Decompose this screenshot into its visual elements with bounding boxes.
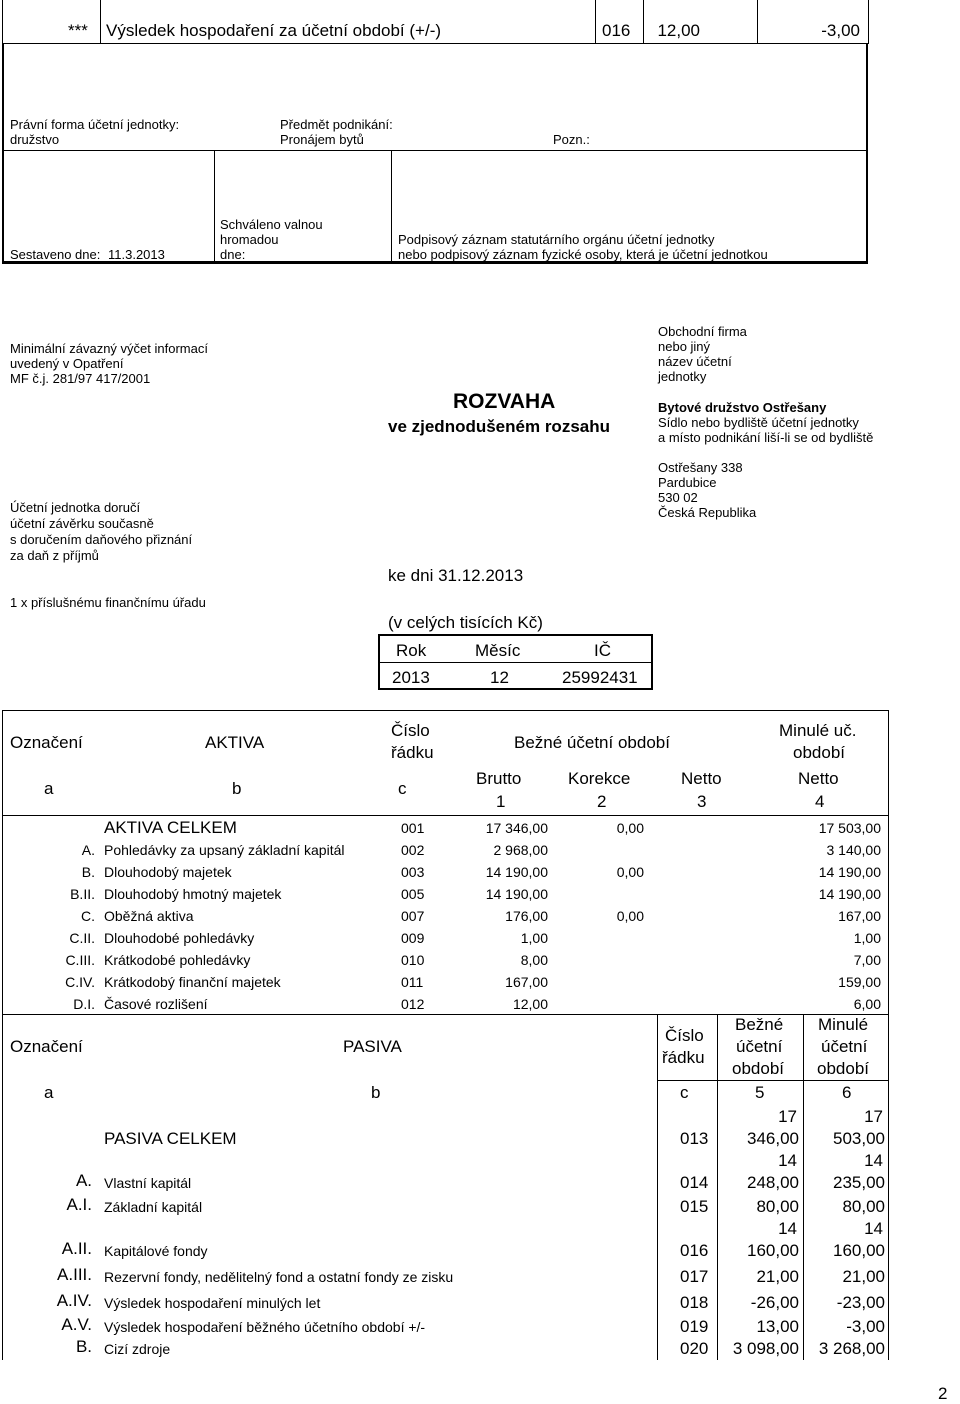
asset-name: Dlouhodobé pohledávky <box>104 930 255 946</box>
approved-line3: dne: <box>220 247 246 262</box>
delivery-line: Účetní jednotka doručí <box>10 500 141 515</box>
liab-current: 21,00 <box>756 1267 799 1286</box>
result-row-number: 016 <box>602 21 631 40</box>
note-label: Pozn.: <box>553 132 590 147</box>
liab-current: 248,00 <box>747 1173 799 1192</box>
asset-name: Časové rozlišení <box>104 996 208 1012</box>
asset-code: C.II. <box>69 930 95 946</box>
liab-name: Rezervní fondy, nedělitelný fond a ostatní fondy ze zisku <box>104 1269 454 1285</box>
divider <box>868 0 869 44</box>
assets-sub-c: c <box>398 779 407 798</box>
asset-row-number: 011 <box>401 974 424 990</box>
liab-row-number: 018 <box>680 1293 709 1312</box>
liab-row-number: 014 <box>680 1173 709 1192</box>
asset-brutto: 14 190,00 <box>485 886 548 902</box>
asset-row-number: 012 <box>401 996 425 1012</box>
asset-brutto: 14 190,00 <box>485 864 548 880</box>
liab-code: A. <box>75 1171 92 1190</box>
liab-row-number: 019 <box>680 1317 709 1336</box>
liab-code: A.III. <box>57 1265 92 1284</box>
company-label-line: Obchodní firma <box>658 324 747 339</box>
asset-previous: 17 503,00 <box>818 820 881 836</box>
asset-korekce: 0,00 <box>616 820 644 836</box>
assets-netto-prev-n: 4 <box>815 792 825 811</box>
delivery-line: za daň z příjmů <box>10 548 99 563</box>
asset-previous: 14 190,00 <box>818 864 881 880</box>
legal-form-value: družstvo <box>10 132 60 147</box>
asset-korekce: 0,00 <box>616 864 644 880</box>
asset-name: Krátkodobý finanční majetek <box>104 974 281 990</box>
company-name: Bytové družstvo Ostřešany <box>658 400 827 415</box>
seat-label-line: a místo podnikání liší-li se od bydliště <box>658 430 874 445</box>
asset-code: C.IV. <box>65 974 95 990</box>
liab-name: PASIVA CELKEM <box>104 1129 237 1148</box>
subject-value: Pronájem bytů <box>280 132 364 147</box>
id-header-year: Rok <box>396 641 427 660</box>
liab-sub-5: 5 <box>755 1083 765 1102</box>
liab-col-current-3: období <box>732 1059 784 1078</box>
liab-previous: 503,00 <box>833 1129 885 1148</box>
liab-previous-top: 14 <box>864 1219 883 1238</box>
liab-sub-a: a <box>44 1083 54 1102</box>
divider <box>888 1014 889 1360</box>
assets-netto: Netto <box>681 769 722 788</box>
assets-netto-n: 3 <box>697 792 707 811</box>
liab-current-top: 14 <box>778 1151 797 1170</box>
balance-date: ke dni 31.12.2013 <box>388 566 524 585</box>
asset-previous: 3 140,00 <box>826 842 881 858</box>
liab-previous: -3,00 <box>846 1317 885 1336</box>
divider <box>378 662 653 663</box>
asset-previous: 14 190,00 <box>818 886 881 902</box>
asset-row-number: 001 <box>401 820 425 836</box>
liab-name: Cizí zdroje <box>104 1341 171 1357</box>
liab-code: A.I. <box>66 1195 92 1214</box>
info-box <box>2 44 868 264</box>
address-line: Česká Republika <box>658 505 757 520</box>
asset-brutto: 12,00 <box>512 996 548 1012</box>
liab-code: A.IV. <box>56 1291 92 1310</box>
asset-row-number: 003 <box>401 864 425 880</box>
liab-previous: 21,00 <box>842 1267 885 1286</box>
asset-brutto: 1,00 <box>520 930 548 946</box>
assets-korekce: Korekce <box>568 769 631 788</box>
liab-col-previous-3: období <box>817 1059 869 1078</box>
asset-previous: 6,00 <box>853 996 881 1012</box>
result-stars: *** <box>68 21 88 40</box>
assets-sub-b: b <box>232 779 242 798</box>
id-value-year: 2013 <box>392 668 430 687</box>
asset-row-number: 005 <box>401 886 425 902</box>
asset-name: Dlouhodobý majetek <box>104 864 232 880</box>
signature-line2: nebo podpisový záznam fyzické osoby, která je účetní jednotkou <box>398 247 768 262</box>
asset-brutto: 176,00 <box>505 908 548 924</box>
assets-col-current: Bežné účetní období <box>514 733 670 752</box>
liab-previous: 160,00 <box>833 1241 885 1260</box>
liab-current: 3 098,00 <box>732 1339 799 1358</box>
liab-code: A.V. <box>61 1315 92 1334</box>
asset-name: Krátkodobé pohledávky <box>104 952 251 968</box>
min-scope-line: MF č.j. 281/97 417/2001 <box>10 371 151 386</box>
assets-col-row-2: řádku <box>391 743 434 762</box>
asset-code: C. <box>81 908 95 924</box>
assets-brutto: Brutto <box>476 769 522 788</box>
liab-sub-6: 6 <box>842 1083 852 1102</box>
delivery-line: s doručením daňového přiznání <box>10 532 193 547</box>
company-label-line: nebo jiný <box>658 339 711 354</box>
delivery-line: účetní závěrku současně <box>10 516 154 531</box>
page-title: ROZVAHA <box>453 390 556 413</box>
liab-current: 13,00 <box>756 1317 799 1336</box>
legal-form-label: Právní forma účetní jednotky: <box>10 117 180 132</box>
asset-row-number: 010 <box>401 952 425 968</box>
liab-code: A.II. <box>61 1239 92 1258</box>
subject-label: Předmět podnikání: <box>280 117 393 132</box>
units-note: (v celých tisících Kč) <box>388 613 543 632</box>
page-number: 2 <box>938 1384 948 1403</box>
asset-brutto: 167,00 <box>505 974 548 990</box>
seat-label-line: Sídlo nebo bydliště účetní jednotky <box>658 415 859 430</box>
asset-brutto: 17 346,00 <box>485 820 548 836</box>
asset-korekce: 0,00 <box>616 908 644 924</box>
divider <box>2 710 888 711</box>
liab-current-top: 17 <box>778 1107 797 1126</box>
asset-row-number: 009 <box>401 930 425 946</box>
asset-name: Dlouhodobý hmotný majetek <box>104 886 282 902</box>
min-scope-line: Minimální závazný výčet informací <box>10 341 208 356</box>
address-line: Pardubice <box>658 475 717 490</box>
id-header-month: Měsíc <box>475 641 521 660</box>
assets-sub-a: a <box>44 779 54 798</box>
approved-line1: Schváleno valnou <box>220 217 323 232</box>
assets-col-previous-2: období <box>793 743 845 762</box>
divider <box>391 150 392 263</box>
asset-code: A. <box>81 842 95 858</box>
liab-name: Výsledek hospodaření minulých let <box>104 1295 321 1311</box>
result-label: Výsledek hospodaření za účetní období (+/-) <box>106 21 442 40</box>
assets-korekce-n: 2 <box>597 792 607 811</box>
asset-name: Oběžná aktiva <box>104 908 194 924</box>
divider <box>100 0 101 44</box>
asset-code: C.III. <box>65 952 95 968</box>
assets-brutto-n: 1 <box>496 792 506 811</box>
id-value-ic: 25992431 <box>562 668 638 687</box>
liab-current: 346,00 <box>747 1129 799 1148</box>
asset-previous: 7,00 <box>853 952 881 968</box>
liab-row-number: 016 <box>680 1241 709 1260</box>
asset-brutto: 8,00 <box>520 952 548 968</box>
assets-col-previous-1: Minulé uč. <box>779 721 857 740</box>
min-scope-line: uvedený v Opatření <box>10 356 124 371</box>
asset-row-number: 007 <box>401 908 425 924</box>
asset-code: B.II. <box>70 886 95 902</box>
liab-name: Vlastní kapitál <box>104 1175 192 1191</box>
liab-previous: 235,00 <box>833 1173 885 1192</box>
asset-previous: 159,00 <box>838 974 881 990</box>
divider <box>888 710 889 1014</box>
liab-col-previous-1: Minulé <box>818 1015 869 1034</box>
liab-row-number: 013 <box>680 1129 709 1148</box>
asset-name: Pohledávky za upsaný základní kapitál <box>104 842 345 858</box>
result-current: 12,00 <box>657 21 700 40</box>
liab-sub-c: c <box>680 1083 689 1102</box>
divider <box>2 815 888 816</box>
liab-previous-top: 14 <box>864 1151 883 1170</box>
signature-line1: Podpisový záznam statutárního orgánu účetní jednotky <box>398 232 715 247</box>
asset-brutto: 2 968,00 <box>493 842 548 858</box>
company-label-line: jednotky <box>658 369 707 384</box>
divider <box>214 150 215 263</box>
liab-col-row-1: Číslo <box>665 1026 704 1045</box>
liab-current: -26,00 <box>750 1293 799 1312</box>
divider <box>657 1014 658 1360</box>
liab-current: 80,00 <box>756 1197 799 1216</box>
asset-previous: 167,00 <box>838 908 881 924</box>
liab-previous: -23,00 <box>836 1293 885 1312</box>
company-label-line: název účetní <box>658 354 732 369</box>
liab-col-current-1: Bežné <box>735 1015 784 1034</box>
liab-current: 160,00 <box>747 1241 799 1260</box>
address-line: Ostřešany 338 <box>658 460 743 475</box>
delivery-count: 1 x příslušnému finančnímu úřadu <box>10 595 206 610</box>
liab-col-row-2: řádku <box>662 1048 705 1067</box>
liab-row-number: 020 <box>680 1339 709 1358</box>
asset-previous: 1,00 <box>853 930 881 946</box>
liab-previous: 80,00 <box>842 1197 885 1216</box>
liab-col-name: PASIVA <box>343 1037 402 1056</box>
liab-col-designation: Označení <box>10 1037 83 1056</box>
liab-name: Základní kapitál <box>104 1199 203 1215</box>
page-subtitle: ve zjednodušeném rozsahu <box>388 417 610 436</box>
assets-col-designation: Označení <box>10 733 83 752</box>
assets-col-row-1: Číslo <box>391 721 430 740</box>
liab-row-number: 017 <box>680 1267 709 1286</box>
divider <box>657 1080 888 1081</box>
asset-name: AKTIVA CELKEM <box>104 818 237 837</box>
liab-name: Výsledek hospodaření běžného účetního období +/- <box>104 1319 426 1335</box>
compiled-date: 11.3.2013 <box>108 247 165 262</box>
liab-row-number: 015 <box>680 1197 709 1216</box>
divider <box>595 0 596 44</box>
id-header-ic: IČ <box>594 641 611 660</box>
liab-previous-top: 17 <box>864 1107 883 1126</box>
result-previous: -3,00 <box>821 21 860 40</box>
liab-name: Kapitálové fondy <box>104 1243 208 1259</box>
liab-col-previous-2: účetní <box>821 1037 868 1056</box>
divider <box>2 150 868 151</box>
liab-code: B. <box>75 1337 92 1356</box>
approved-line2: hromadou <box>220 232 279 247</box>
asset-row-number: 002 <box>401 842 425 858</box>
assets-netto-prev: Netto <box>798 769 839 788</box>
liab-sub-b: b <box>371 1083 381 1102</box>
id-value-month: 12 <box>490 668 509 687</box>
address-line: 530 02 <box>658 490 698 505</box>
compiled-label: Sestaveno dne: <box>10 247 101 262</box>
liab-col-current-2: účetní <box>736 1037 783 1056</box>
asset-code: D.I. <box>73 996 95 1012</box>
liab-previous: 3 268,00 <box>818 1339 885 1358</box>
assets-col-name: AKTIVA <box>205 733 265 752</box>
asset-code: B. <box>81 864 95 880</box>
liab-current-top: 14 <box>778 1219 797 1238</box>
